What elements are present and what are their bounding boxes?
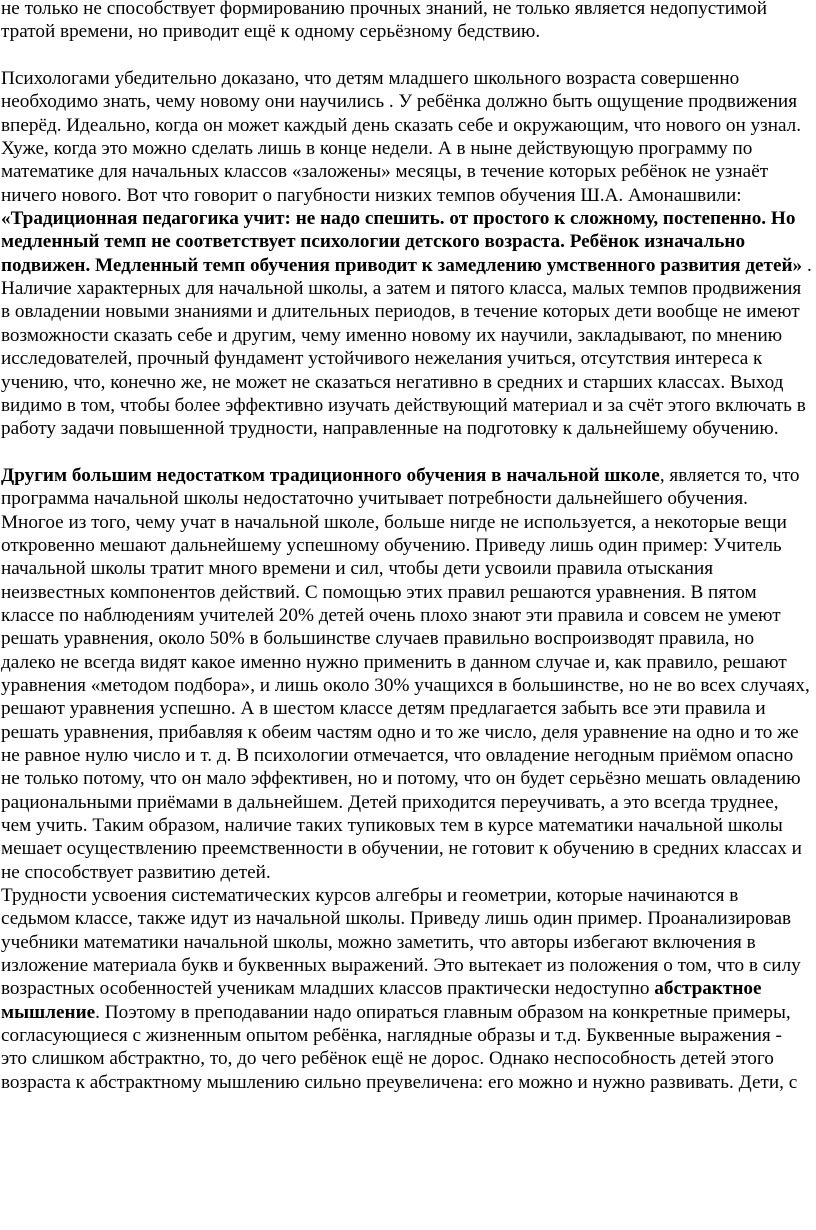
paragraph-intro: Трудности усвоения систематических курсов алгебры и геометрии, которые начинаются в седьмом классе, также идут из начальной школы. Приведу лишь один пример. Проанализировав учебники математики начальной школы, можно заметить, что авторы избегают включения в изложение материала букв и буквенных выражений. Это вытекает из положения о том, что в силу возрастных особенностей ученикам младших классов практически недоступно xyxy=(1,885,801,1000)
paragraph-intro: Психологами убедительно доказано, что детям младшего школьного возраста совершенно необходимо знать, чему новому они научились . У ребёнка должно быть ощущение продвижения вперёд. Идеально, когда он может каждый день сказать себе и окружающим, что нового он узнал. Хуже, когда это можно сделать лишь в конце недели. А в ныне действующую программу по математике для начальных классов «заложены» месяцы, в течение которых ребёнок не узнаёт ничего нового. Вот что говорит о пагубности низких темпов обучения Ш.А. Амонашвили: xyxy=(1,68,802,206)
paragraph-rest: . Наличие характерных для начальной школы, а затем и пятого класса, малых темпов продвижения в овладении новыми знаниями и длительных периодов, в течение которых дети вообще не имеют возможности сказать себе и другим, чему именно новому их научили, закладывают, по мнению исследователей, прочный фундамент устойчивого нежелания учиться, отсутствия интереса к учению, что, конечно же, не может не сказаться негативно в средних и старших классах. Выход видимо в том, чтобы более эффективно изучать действующий материал и за счёт этого включать в работу задачи повышенной трудности, направленные на подготовку к дальнейшему обучению. xyxy=(1,254,812,440)
paragraph-rest: . Поэтому в преподавании надо опираться главным образом на конкретные примеры, согласующиеся с жизненным опытом ребёнка, наглядные образы и т.д. Буквенные выражения - это слишком абстрактно, то, до чего ребёнок ещё не дорос. Однако неспособность детей этого возраста к абстрактному мышлению сильно преувеличена: его можно и нужно развивать. Дети, с xyxy=(1,1001,798,1093)
paragraph-shortcoming xyxy=(1,464,812,884)
paragraph-continuation xyxy=(1,0,812,44)
paragraph-lead: Другим большим недостатком традиционного обучения в начальной школе xyxy=(1,464,660,486)
abstract-thinking-term: абстрактное мышление xyxy=(1,978,762,1023)
paragraph-text: , является то, что программа начальной школы недостаточно учитывает потребности дальнейшего обучения. Многое из того, чему учат в начальной школе, больше нигде не используется, а некоторые вещи откровенно мешают дальнейшему успешному обучению. Приведу лишь один пример: Учитель начальной школы тратит много времени и сил, чтобы дети усвоили правила отыскания неизвестных компонентов действий. С помощью этих правил решаются уравнения. В пятом классе по наблюдениям учителей 20% детей очень плохо знают эти правила и совсем не умеют решать уравнения, около 50% в большинстве случаев правильно воспроизводят правила, но далеко не всегда видят какое именно нужно применить в данном случае и, как правило, решают уравнения «методом подбора», и лишь около 30% учащихся в большинстве, но не во всех случаях, решают уравнения успешно. А в шестом классе детям предлагается забыть все эти правила и решать уравнения, прибавляя к обеим частям одно и то же число, деля уравнение на одно и то же не равное нулю число и т. д. В психологии отмечается, что овладение негодным приёмом опасно не только потому, что он мало эффективен, но и потому, что он будет серьёзно мешать овладению рациональными приёмами в дальнейшем. Детей приходится переучивать, а это всегда труднее, чем учить. Таким образом, наличие таких тупиковых тем в курсе математики начальной школы мешает осуществлению преемственности в обучении, не готовит к обучению в средних классах и не способствует развитию детей. xyxy=(1,464,810,883)
paragraph-algebra xyxy=(1,884,812,1094)
paragraph-text: не только не способствует формированию прочных знаний, не только является недопустимой тратой времени, но приводит ещё к одному серьёзному бедствию. xyxy=(1,0,767,43)
paragraph-psychology xyxy=(1,67,812,441)
amonashvili-quote: «Традиционная педагогика учит: не надо спешить. от простого к сложному, постепенно. Но медленный темп не соответствует психологии детского возраста. Ребёнок изначально подвижен. Медленный темп обучения приводит к замедлению умственного развития детей» xyxy=(1,208,803,276)
